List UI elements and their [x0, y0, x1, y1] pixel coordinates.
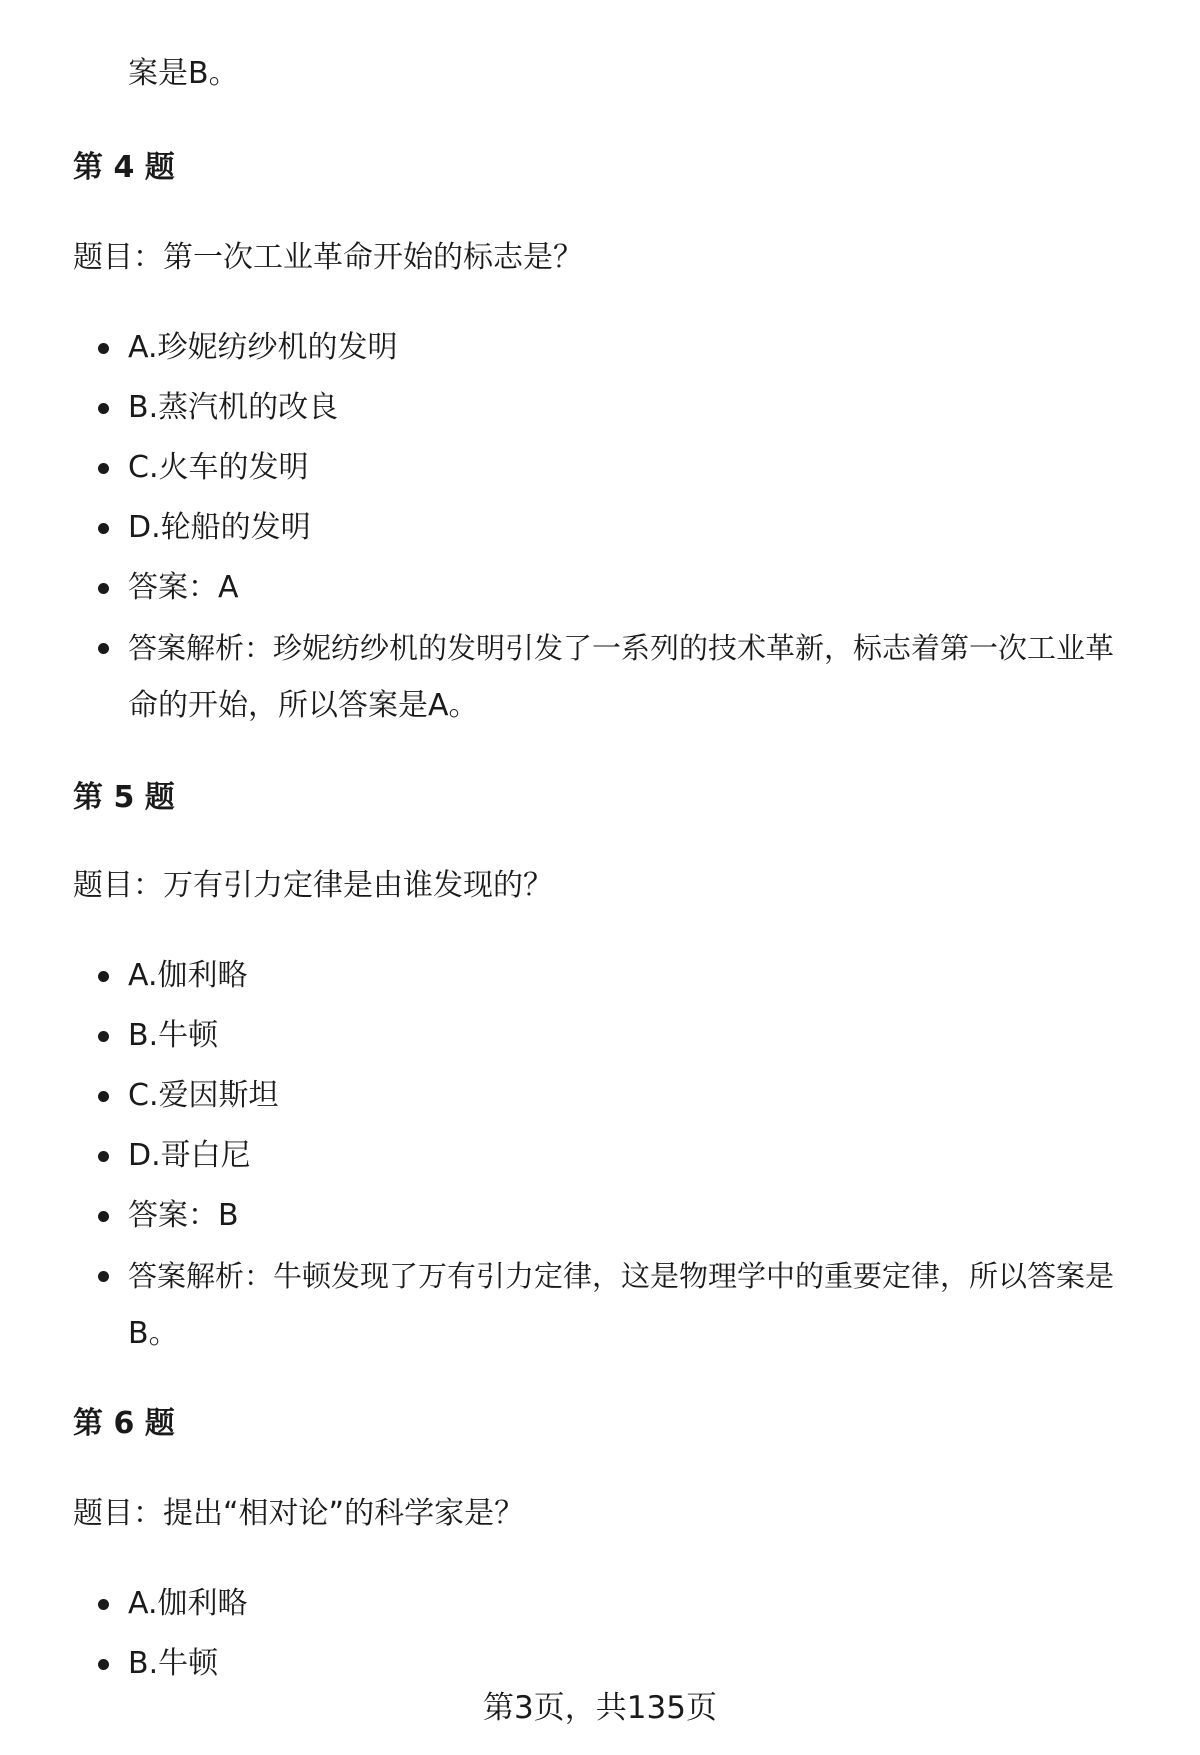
option-item: D.哥白尼 [128, 1138, 251, 1173]
question-heading: 第 5 题 [73, 780, 175, 815]
bullet-icon [98, 1599, 109, 1610]
bullet-icon [98, 1031, 109, 1042]
bullet-icon [98, 1211, 109, 1222]
bullet-icon [98, 971, 109, 982]
bullet-icon [98, 1091, 109, 1102]
bullet-icon [98, 643, 109, 654]
option-item: A.伽利略 [128, 1586, 248, 1621]
analysis-line: 答案解析：牛顿发现了万有引力定律，这是物理学中的重要定律，所以答案是 [128, 1259, 1115, 1293]
bullet-icon [98, 583, 109, 594]
option-item: B.牛顿 [128, 1646, 219, 1681]
question-text: 题目：提出“相对论”的科学家是？ [73, 1496, 525, 1531]
bullet-icon [98, 1271, 109, 1282]
question-text: 题目：万有引力定律是由谁发现的？ [73, 868, 553, 903]
answer-item: 答案：A [128, 570, 239, 605]
question-heading: 第 6 题 [73, 1406, 175, 1441]
analysis-line: 命的开始，所以答案是A。 [128, 688, 479, 723]
question-heading: 第 4 题 [73, 150, 175, 185]
option-item: C.爱因斯坦 [128, 1078, 279, 1113]
bullet-icon [98, 1151, 109, 1162]
answer-item: 答案：B [128, 1198, 239, 1233]
analysis-line: 答案解析：珍妮纺纱机的发明引发了一系列的技术革新，标志着第一次工业革 [128, 631, 1115, 665]
option-item: A.珍妮纺纱机的发明 [128, 330, 398, 365]
option-item: B.蒸汽机的改良 [128, 390, 339, 425]
bullet-icon [98, 463, 109, 474]
option-item: A.伽利略 [128, 958, 248, 993]
analysis-line: B。 [128, 1316, 179, 1351]
page-indicator: 第3页，共135页 [483, 1690, 717, 1726]
continued-text: 案是B。 [128, 56, 239, 91]
option-item: B.牛顿 [128, 1018, 219, 1053]
bullet-icon [98, 343, 109, 354]
option-item: C.火车的发明 [128, 450, 309, 485]
bullet-icon [98, 523, 109, 534]
bullet-icon [98, 1659, 109, 1670]
option-item: D.轮船的发明 [128, 510, 311, 545]
bullet-icon [98, 403, 109, 414]
question-text: 题目：第一次工业革命开始的标志是？ [73, 240, 583, 275]
